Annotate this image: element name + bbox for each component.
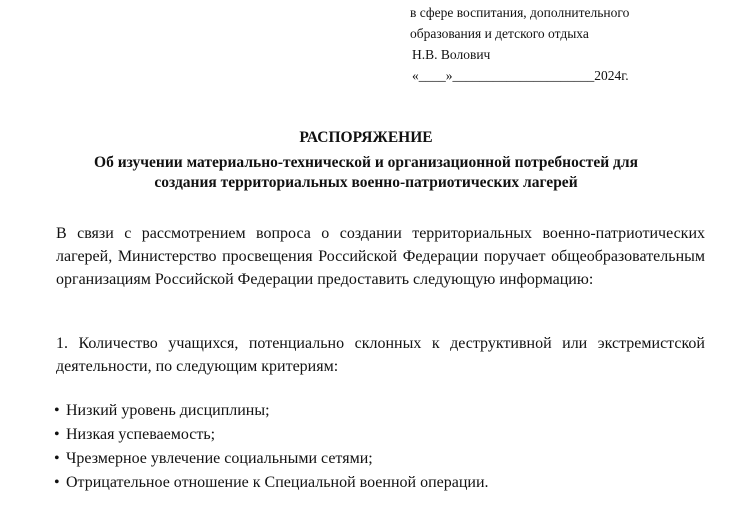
item-1-paragraph: 1. Количество учащихся, потенциально склонных к деструктивной или экстремистской деятельности, по следующим критериям:	[56, 335, 705, 375]
list-item	[54, 423, 489, 447]
approver-name: Н.В. Волович	[412, 47, 491, 62]
bullet-icon: •	[54, 450, 60, 467]
bullet-icon: •	[54, 474, 60, 491]
document-subject-line-1: Об изучении материально-технической и организационной потребностей для	[94, 154, 638, 171]
list-item-text: Низкий уровень дисциплины;	[66, 402, 270, 419]
list-item-text: Низкая успеваемость;	[66, 426, 216, 443]
bullet-icon: •	[54, 426, 60, 443]
document-subject	[0, 153, 732, 193]
list-item-text: Отрицательное отношение к Специальной военной операции.	[66, 474, 489, 491]
approval-position-line-1: в сфере воспитания, дополнительного	[410, 5, 630, 20]
approval-position-line-2: образования и детского отдыха	[410, 26, 589, 41]
approval-date-line: «____»_____________________2024г.	[412, 68, 629, 83]
list-item	[54, 471, 489, 495]
list-item-text: Чрезмерное увлечение социальными сетями;	[66, 450, 373, 467]
bullet-icon: •	[54, 402, 60, 419]
document-type-title: РАСПОРЯЖЕНИЕ	[299, 129, 433, 146]
approval-block	[410, 2, 629, 86]
criteria-list	[54, 399, 489, 495]
document-subject-line-2: создания территориальных военно-патриотических лагерей	[154, 174, 578, 191]
intro-paragraph: В связи с рассмотрением вопроса о создании территориальных военно-патриотических лагерей, Министерство просвещения Российской Федерации поручает общеобразовательным организациям Российской Федерации предоставить следующую информацию:	[56, 225, 705, 288]
list-item	[54, 399, 489, 423]
list-item	[54, 447, 489, 471]
